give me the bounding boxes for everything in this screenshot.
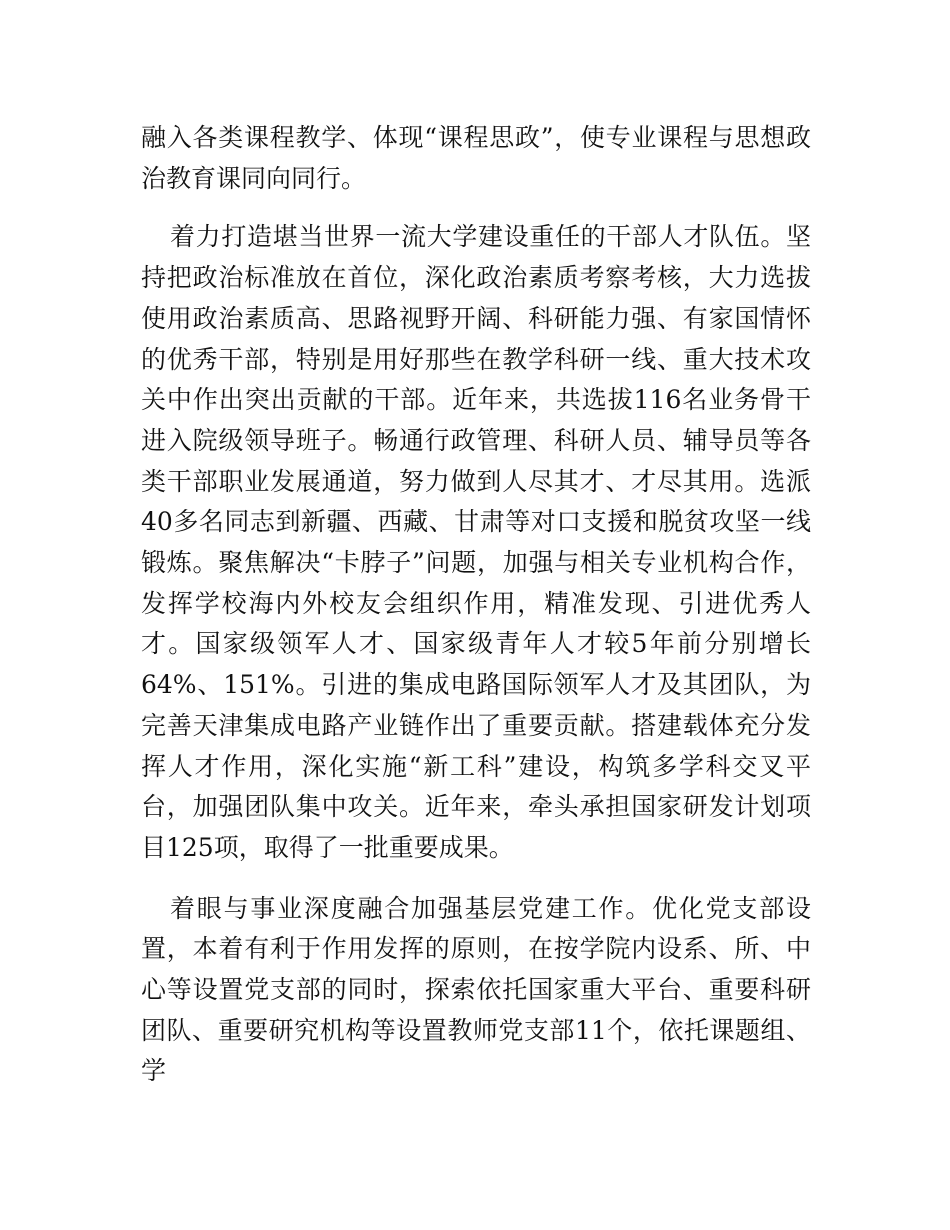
document-page bbox=[141, 118, 811, 1092]
paragraph-grassroots-party-building: 着眼与事业深度融合加强基层党建工作。优化党支部设置，本着有利于作用发挥的原则，在按学院内设系、所、中心等设置党支部的同时，探索依托国家重大平台、重要科研团队、重要研究机构等设置教师党支部11个，依托课题组、学 bbox=[141, 893, 811, 1086]
paragraph-cadre-talent-team: 着力打造堪当世界一流大学建设重任的干部人才队伍。坚持把政治标准放在首位，深化政治素质考察考核，大力选拔使用政治素质高、思路视野开阔、科研能力强、有家国情怀的优秀干部，特别是用好那些在教学科研一线、重大技术攻关中作出突出贡献的干部。近年来，共选拔116名业务骨干进入院级领导班子。畅通行政管理、科研人员、辅导员等各类干部职业发展通道，努力做到人尽其才、才尽其用。选派40多名同志到新疆、西藏、甘肃等对口支援和脱贫攻坚一线锻炼。聚焦解决“卡脖子”问题，加强与相关专业机构合作，发挥学校海内外校友会组织作用，精准发现、引进优秀人才。国家级领军人才、国家级青年人才较5年前分别增长64%、151%。引进的集成电路国际领军人才及其团队，为完善天津集成电路产业链作出了重要贡献。搭建载体充分发挥人才作用，深化实施“新工科”建设，构筑多学科交叉平台，加强团队集中攻关。近年来，牵头承担国家研发计划项目125项，取得了一批重要成果。 bbox=[141, 222, 811, 862]
paragraph-continuation: 融入各类课程教学、体现“课程思政”，使专业课程与思想政治教育课同向同行。 bbox=[141, 123, 811, 193]
